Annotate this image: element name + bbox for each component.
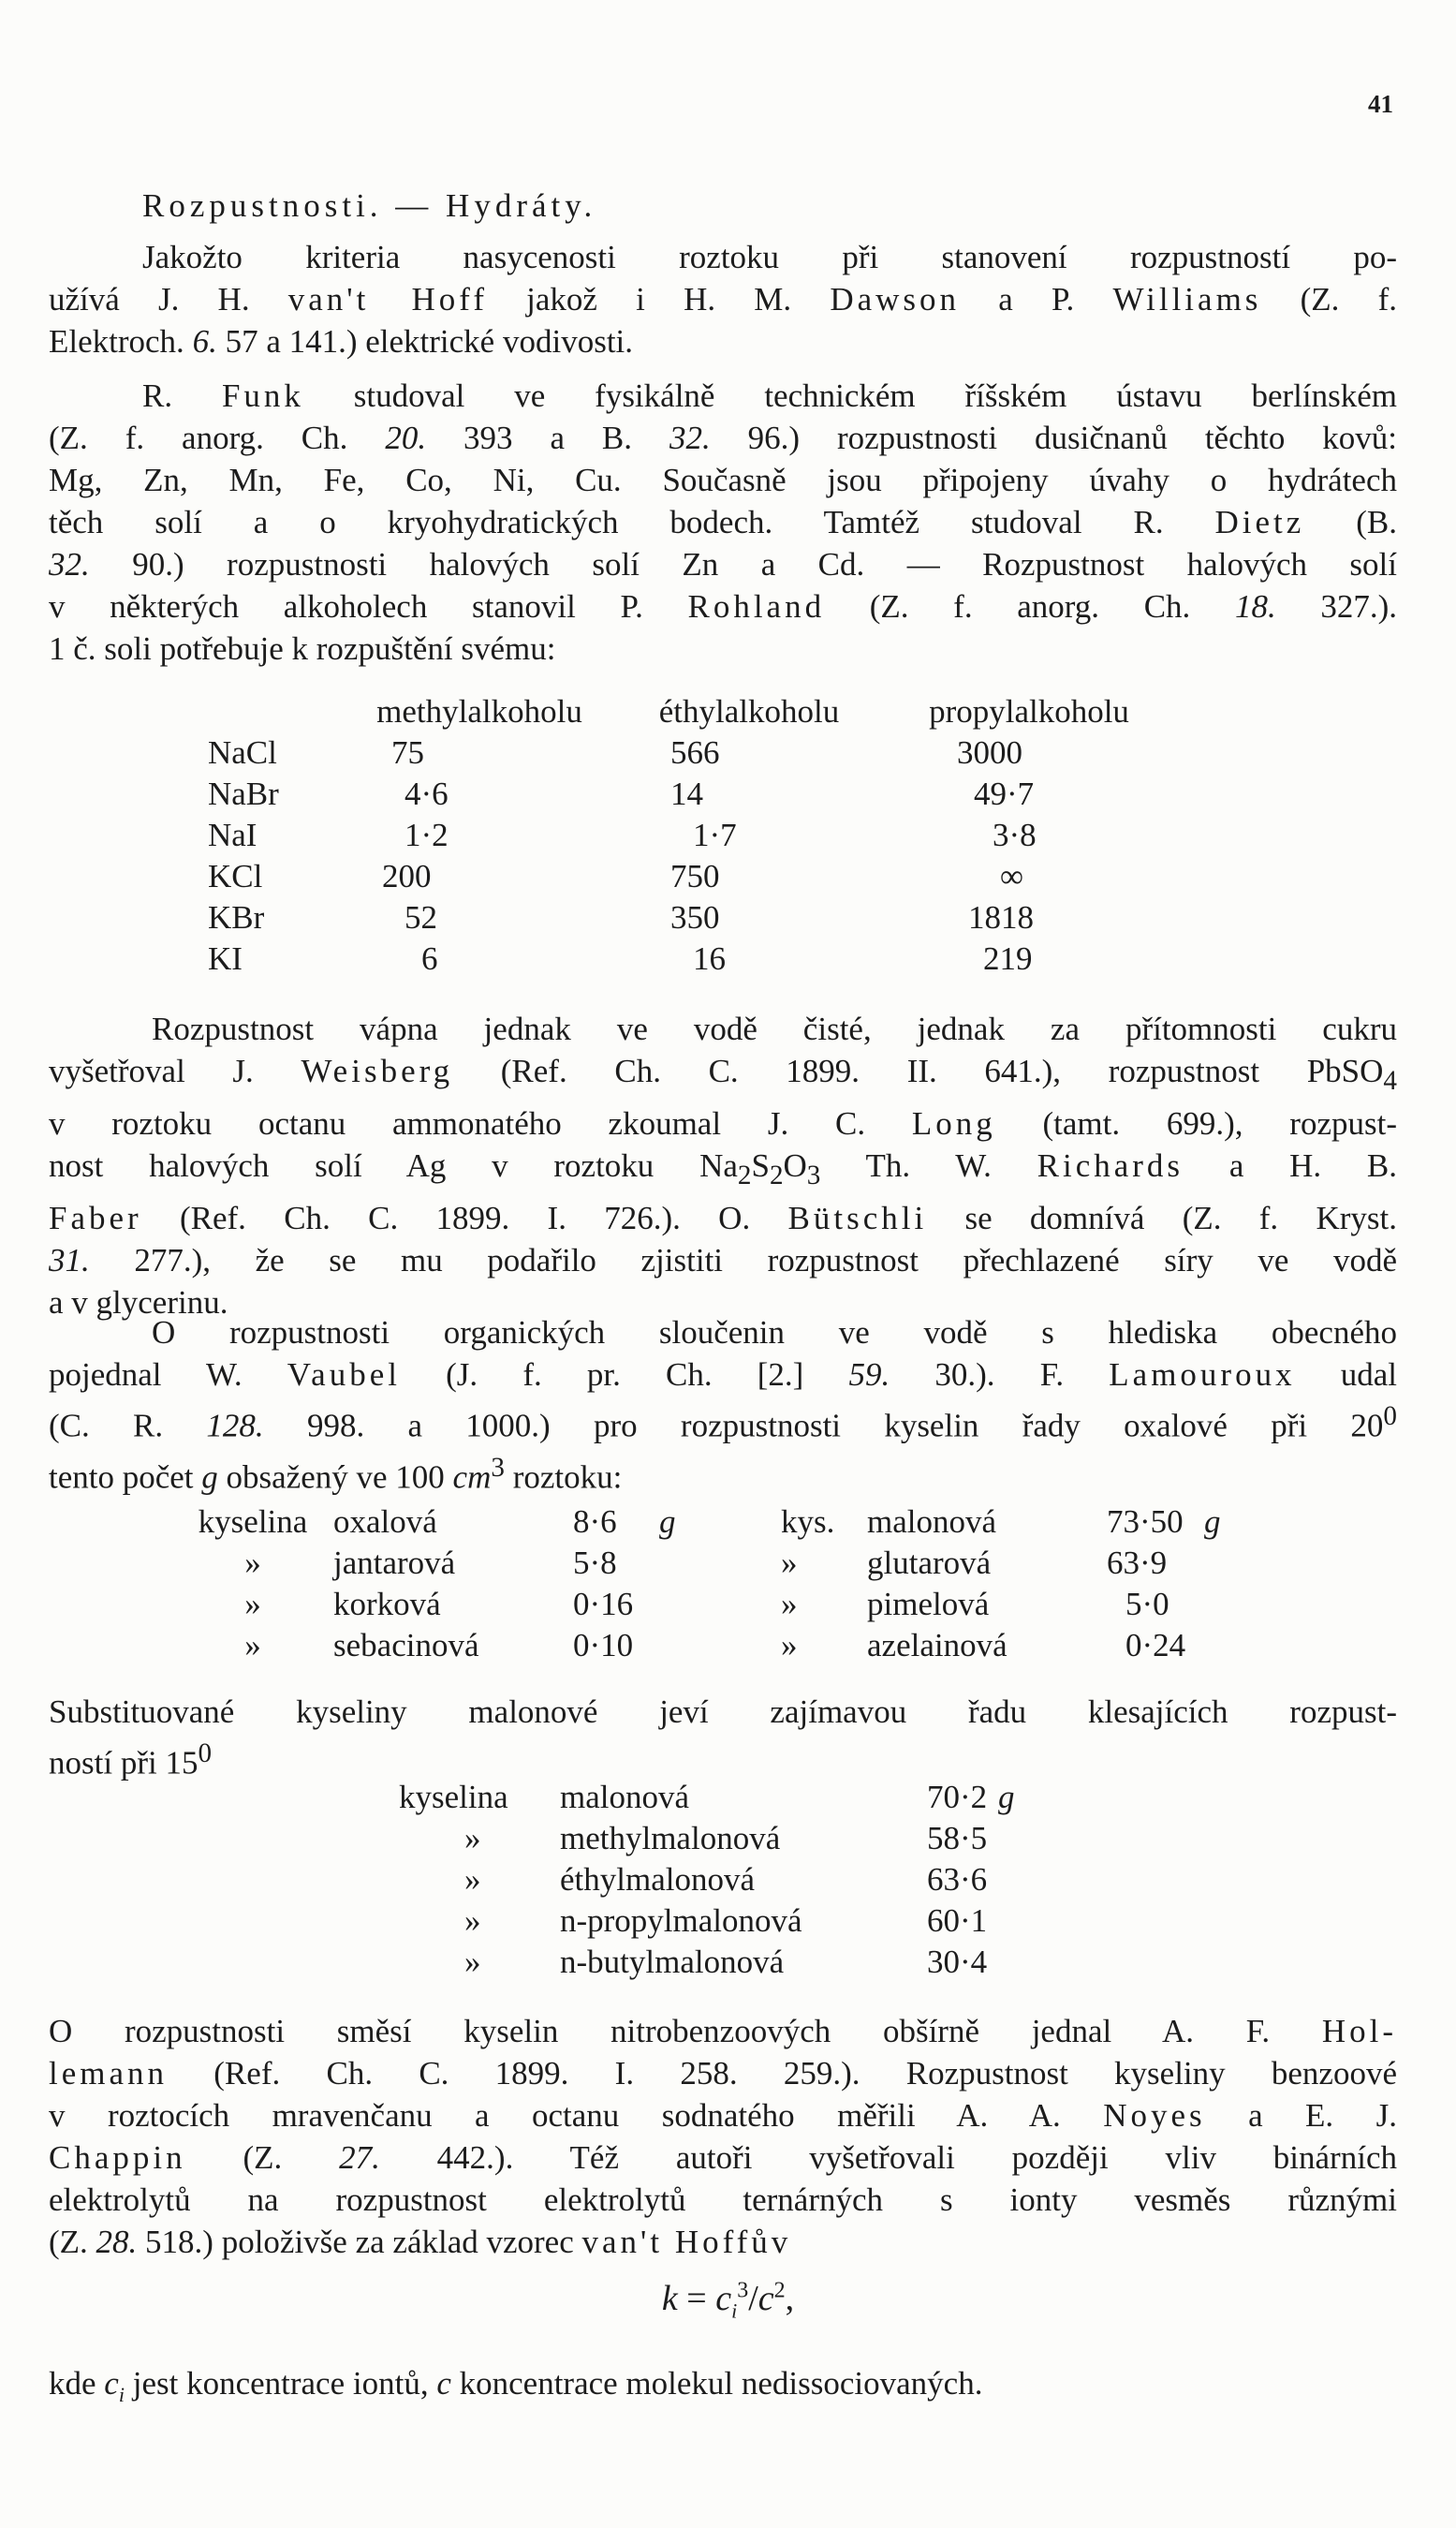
table-row: kyselina oxalová 8·6 g kys. malonová 73·50 g — [198, 1503, 1221, 1540]
text-line: pojednal W. Vaubel (J. f. pr. Ch. [2.] 59. 30.). F. Lamouroux udal — [49, 1356, 1397, 1393]
page-number: 41 — [1368, 90, 1393, 118]
oxalic-acids-table — [172, 1501, 1221, 1666]
salt-name: KCl — [208, 858, 263, 894]
text-line: nost halových solí Ag v roztoku $Na_2S_2O_3$ Th. W. Richards a H. B. — [49, 1147, 1398, 1190]
text-line: kde $c_i$ jest koncentrace iontů, c koncentrace molekul nedissociovaných. — [49, 2365, 983, 2406]
salt-name: KBr — [208, 899, 265, 936]
volume-number: 31. — [49, 1242, 90, 1279]
volume-number: 6. — [192, 323, 217, 360]
text-line: ností při $15^0$ — [49, 1738, 213, 1781]
volume-number: 18. — [1234, 588, 1276, 625]
text-line: O rozpustnosti organických sloučenin ve vodě s hlediska obecného — [152, 1314, 1397, 1351]
text-line: Mg, Zn, Mn, Fe, Co, Ni, Cu. Současně jsou připojeny úvahy o hydrátech — [49, 462, 1397, 498]
table-row: » éthylmalonová 63·6 — [464, 1861, 988, 1898]
text-line: lemann (Ref. Ch. C. 1899. I. 258. 259.). Rozpustnost kyseliny benzoové — [49, 2055, 1397, 2092]
table-row: kyselina malonová 70·2 g — [399, 1779, 1015, 1815]
text-line: 32. 90.) rozpustnosti halových solí Zn a Cd. — Rozpustnost halových solí — [49, 546, 1397, 583]
table-row: KBr 52 350 1818 — [208, 897, 1174, 939]
volume-number: 32. — [49, 546, 90, 583]
author-name: Williams — [1112, 281, 1262, 318]
text-line: Substituované kyseliny malonové jeví zajímavou řadu klesajících rozpust- — [49, 1693, 1397, 1730]
text-line: O rozpustnosti směsí kyselin nitrobenzoových obšírně jednal A. F. Hol- — [49, 2013, 1397, 2049]
table-header-row — [208, 691, 1174, 732]
infinity-symbol: ∞ — [1000, 858, 1023, 894]
volume-number: 59. — [848, 1356, 890, 1393]
text-line: Elektroch. 6. 57 a 141.) elektrické vodivosti. — [49, 323, 634, 360]
author-name: Dawson — [830, 281, 961, 318]
table-row: » n-propylmalonová 60·1 — [464, 1902, 988, 1939]
text-line: a v glycerinu. — [49, 1284, 228, 1321]
volume-number: 20. — [385, 420, 427, 456]
author-name: Bütschli — [787, 1200, 928, 1236]
author-name: Funk — [221, 377, 304, 414]
volume-number: 27. — [339, 2139, 380, 2176]
text-line: (C. R. 128. 998. a 1000.) pro rozpustnosti kyselin řady oxalové při $20^0$ — [49, 1401, 1397, 1444]
column-header: methylalkoholu — [376, 693, 582, 730]
volume-number: 32. — [669, 420, 711, 456]
paragraph-organic — [49, 1311, 1397, 1498]
author-name: Rohland — [687, 588, 826, 625]
text-line: Rozpustnost vápna jednak ve vodě čisté, jednak za přítomnosti cukru — [152, 1011, 1397, 1047]
text-line: Faber (Ref. Ch. C. 1899. I. 726.). O. Bütschli se domnívá (Z. f. Kryst. — [49, 1200, 1397, 1236]
table-row: » methylmalonová 58·5 — [464, 1820, 988, 1856]
author-name: Faber — [49, 1200, 142, 1236]
text-line: v roztocích mravenčanu a octanu sodnatého měřili A. A. Noyes a E. J. — [49, 2097, 1397, 2134]
text-line: (Z. 28. 518.) položivše za základ vzorec van't Hoffův — [49, 2224, 792, 2260]
text-line: Jakožto kriteria nasycenosti roztoku při stanovení rozpustností po- — [142, 239, 1397, 275]
salt-solubility-table — [208, 691, 1174, 980]
text-line: užívá J. H. van't Hoff jakož i H. M. Dawson a P. Williams (Z. f. — [49, 281, 1397, 318]
author-name: Richards — [1037, 1147, 1184, 1184]
author-name: lemann — [49, 2055, 169, 2092]
table-row: KCl 200 750 ∞ — [208, 856, 1174, 897]
author-name: Hol- — [1321, 2013, 1397, 2049]
text-line: těch solí a o kryohydratických bodech. Tamtéž studoval R. Dietz (B. — [49, 504, 1397, 540]
text-line: Chappin (Z. 27. 442.). Též autoři vyšetřovali později vliv binárních — [49, 2139, 1397, 2176]
paragraph-lime — [49, 1008, 1397, 1323]
volume-number: 28. — [96, 2224, 138, 2260]
salt-name: NaBr — [208, 776, 279, 812]
table-row: KI 6 16 219 — [208, 939, 1174, 980]
volume-number: 128. — [206, 1407, 264, 1444]
author-name: Lamouroux — [1109, 1356, 1296, 1393]
table-row: » n-butylmalonová 30·4 — [464, 1944, 988, 1980]
text-line: v některých alkoholech stanovil P. Rohland (Z. f. anorg. Ch. 18. 327.). — [49, 588, 1397, 625]
section-heading: Rozpustnosti. — Hydráty. — [142, 187, 597, 224]
text-line: elektrolytů na rozpustnost elektrolytů ternárných s ionty vesměs různými — [49, 2181, 1397, 2218]
formula: $k = c_i^3/c^2$, — [661, 2278, 795, 2323]
final-sentence — [49, 2362, 1397, 2416]
table-row: » sebacinová 0·10 » azelainová 0·24 — [244, 1627, 1186, 1663]
text-line: 1 č. soli potřebuje k rozpuštění svému: — [49, 630, 556, 667]
paragraph-funk — [49, 375, 1397, 670]
text-line: tento počet g obsažený ve 100 $cm^3$ roztoku: — [49, 1452, 623, 1496]
paragraph-conductivity — [49, 236, 1397, 362]
author-name: Noyes — [1103, 2097, 1206, 2134]
author-name: Dietz — [1214, 504, 1305, 540]
author-name: Vaubel — [287, 1356, 401, 1393]
table-row: NaCl 75 566 3000 — [208, 732, 1174, 774]
text-line: vyšetřoval J. Weisberg (Ref. Ch. C. 1899. II. 641.), rozpustnost PbSO$_4$ — [49, 1053, 1397, 1096]
paragraph-malonic — [49, 1691, 1397, 1784]
text-line: 31. 277.), že se mu podařilo zjistiti rozpustnost přechlazené síry ve vodě — [49, 1242, 1397, 1279]
author-name: van't Hoffův — [581, 2224, 792, 2260]
author-name: van't Hoff — [287, 281, 488, 318]
text-line: v roztoku octanu ammonatého zkoumal J. C. Long (tamt. 699.), rozpust- — [49, 1105, 1397, 1142]
author-name: Weisberg — [301, 1053, 454, 1089]
table-row: NaI 1·2 1·7 3·8 — [208, 815, 1174, 856]
author-name: Long — [911, 1105, 996, 1142]
salt-name: KI — [208, 940, 243, 977]
text-line: (Z. f. anorg. Ch. 20. 393 a B. 32. 96.) rozpustnosti dusičnanů těchto kovů: — [49, 420, 1398, 456]
column-header: propylalkoholu — [929, 693, 1129, 730]
table-row: » korková 0·16 » pimelová 5·0 — [244, 1586, 1169, 1622]
salt-name: NaCl — [208, 734, 277, 771]
table-row: NaBr 4·6 14 49·7 — [208, 774, 1174, 815]
table-row: » jantarová 5·8 » glutarová 63·9 — [244, 1545, 1168, 1581]
column-header: éthylalkoholu — [658, 693, 840, 730]
malonic-acids-table — [399, 1777, 1015, 1983]
text-line: R. Funk studoval ve fysikálně technickém říšském ústavu berlínském — [142, 377, 1397, 414]
paragraph-nitrobenzoic — [49, 2010, 1397, 2263]
salt-name: NaI — [208, 817, 257, 853]
author-name: Chappin — [49, 2139, 186, 2176]
